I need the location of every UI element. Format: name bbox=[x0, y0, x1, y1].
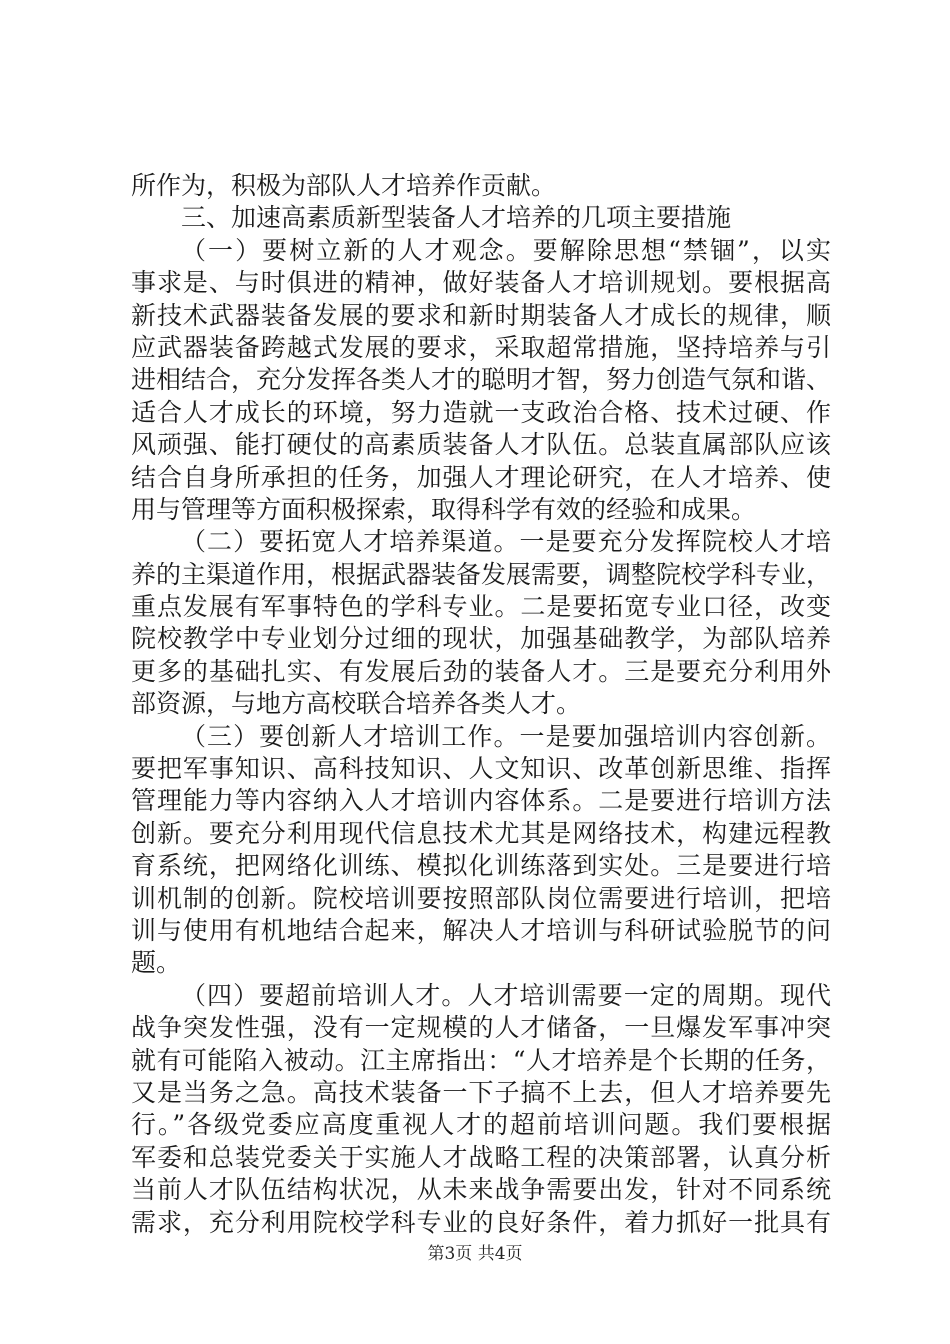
text-line: 结合自身所承担的任务，加强人才理论研究，在人才培养、使 bbox=[131, 462, 831, 492]
text-line: 当前人才队伍结构状况，从未来战争需要出发，针对不同系统 bbox=[131, 1175, 831, 1205]
page-footer: 第3页 共4页 bbox=[427, 1244, 523, 1264]
text-line: 新技术武器装备发展的要求和新时期装备人才成长的规律，顺 bbox=[131, 300, 831, 330]
text-line: 军委和总装党委关于实施人才战略工程的决策部署，认真分析 bbox=[131, 1142, 831, 1172]
text-line: （一）要树立新的人才观念。要解除思想“禁锢”，以实 bbox=[181, 235, 831, 265]
text-line: 战争突发性强，没有一定规模的人才储备，一旦爆发军事冲突 bbox=[131, 1013, 831, 1043]
text-line: 行。”各级党委应高度重视人才的超前培训问题。我们要根据 bbox=[131, 1110, 831, 1140]
text-line: 风顽强、能打硬仗的高素质装备人才队伍。总装直属部队应该 bbox=[131, 430, 831, 460]
text-line: 事求是、与时俱进的精神，做好装备人才培训规划。要根据高 bbox=[131, 268, 831, 298]
text-line: 管理能力等内容纳入人才培训内容体系。二是要进行培训方法 bbox=[131, 786, 831, 816]
text-line: 重点发展有军事特色的学科专业。二是要拓宽专业口径，改变 bbox=[131, 592, 831, 622]
text-line: 更多的基础扎实、有发展后劲的装备人才。三是要充分利用外 bbox=[131, 656, 831, 686]
text-line: 就有可能陷入被动。江主席指出：“人才培养是个长期的任务， bbox=[131, 1045, 831, 1075]
text-line: 训与使用有机地结合起来，解决人才培训与科研试验脱节的问 bbox=[131, 915, 831, 945]
text-line: 要把军事知识、高科技知识、人文知识、改革创新思维、指挥 bbox=[131, 754, 831, 784]
text-line: 所作为，积极为部队人才培养作贡献。 bbox=[131, 171, 557, 200]
text-line: 训机制的创新。院校培训要按照部队岗位需要进行培训，把培 bbox=[131, 883, 831, 913]
text-line: 院校教学中专业划分过细的现状，加强基础教学，为部队培养 bbox=[131, 624, 831, 654]
text-line: 育系统，把网络化训练、模拟化训练落到实处。三是要进行培 bbox=[131, 851, 831, 881]
text-line: 需求，充分利用院校学科专业的良好条件，着力抓好一批具有 bbox=[131, 1207, 831, 1237]
document-body bbox=[131, 170, 831, 1239]
text-line: （四）要超前培训人才。人才培训需要一定的周期。现代 bbox=[181, 980, 831, 1010]
text-line: 部资源，与地方高校联合培养各类人才。 bbox=[131, 689, 582, 719]
text-line: 又是当务之急。高技术装备一下子搞不上去，但人才培养要先 bbox=[131, 1077, 831, 1107]
text-line: 适合人才成长的环境，努力造就一支政治合格、技术过硬、作 bbox=[131, 397, 831, 427]
text-line: 进相结合，充分发挥各类人才的聪明才智，努力创造气氛和谐、 bbox=[131, 365, 832, 395]
text-line: 题。 bbox=[131, 948, 182, 978]
text-line: 应武器装备跨越式发展的要求，采取超常措施，坚持培养与引 bbox=[131, 332, 831, 362]
text-line: （二）要拓宽人才培养渠道。一是要充分发挥院校人才培 bbox=[181, 527, 831, 557]
text-line: 用与管理等方面积极探索，取得科学有效的经验和成果。 bbox=[131, 494, 757, 524]
text-line: 创新。要充分利用现代信息技术尤其是网络技术，构建远程教 bbox=[131, 818, 831, 848]
text-line: 养的主渠道作用，根据武器装备发展需要，调整院校学科专业， bbox=[131, 559, 832, 589]
text-line: （三）要创新人才培训工作。一是要加强培训内容创新。 bbox=[181, 721, 831, 751]
text-line: 三、加速高素质新型装备人才培养的几项主要措施 bbox=[181, 203, 732, 233]
